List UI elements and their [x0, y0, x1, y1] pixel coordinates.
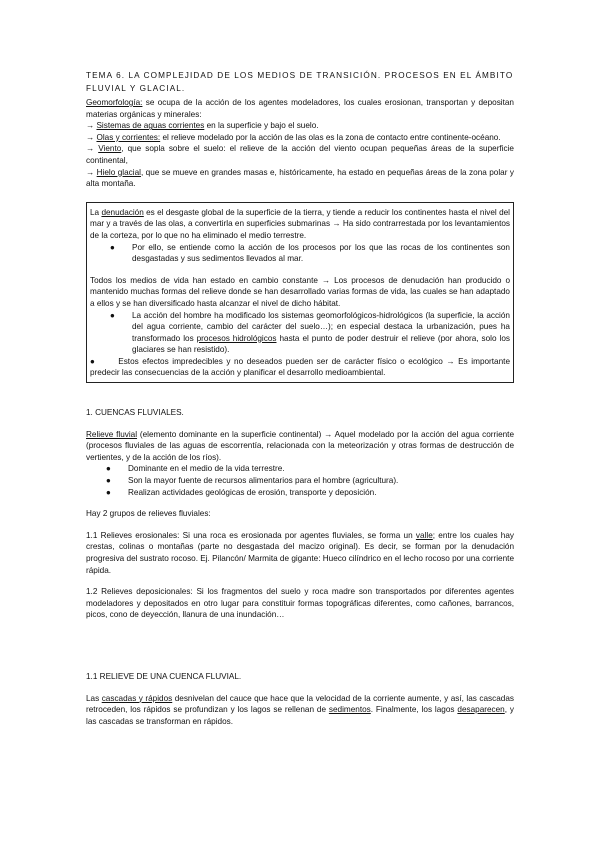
bullet-icon: ●: [110, 310, 115, 320]
medios-paragraph: Todos los medios de vida han estado en cambio constante → Los procesos de denudación han producido o mantenido muchas formas del relieve donde se han desarrollado varias formas de vida, las cuales se han adaptado a ellos y se han diversificado hasta alcanzar el nivel de dicho hábitat.: [90, 275, 510, 308]
spacer: [86, 621, 514, 671]
text-span: (elemento dominante en la superficie continental) → Aquel modelado por la acción del agua corriente (procesos fluviales de las aguas de escorrentía, relacionada con la meteorización y otras formas de destrucción de vertientes, y de la acción de los ríos).: [86, 429, 515, 462]
list-item: [90, 310, 510, 356]
agente-text: el relieve modelado por la acción de las olas es la zona de contacto entre continente-océano.: [160, 132, 501, 142]
cascadas-paragraph: [86, 693, 514, 728]
bullet-icon: ●: [106, 464, 111, 474]
agente-text: en la superficie y bajo el suelo.: [204, 121, 319, 131]
text-span: La: [90, 207, 102, 217]
spacer: [86, 576, 514, 586]
geomorfologia-paragraph: [86, 97, 514, 120]
denudacion-paragraph: [90, 207, 510, 242]
spacer: [86, 498, 514, 508]
text-span: ; entre los cuales hay crestas, colinas o montañas (parte no desgastada del macizo original). Es decir, se forman por la denudación progresiva del sustrato rocoso. Ej. Pilancón/ Marmita de gigante: Hueco cilíndrico en el lecho rocoso por una corriente rápida.: [86, 530, 515, 575]
arrow-icon: →: [86, 144, 99, 154]
text-span: 1.1 Relieves erosionales: Si una roca es erosionada por agentes fluviales, se forma un: [86, 530, 416, 540]
list-item: [86, 463, 514, 475]
page-title: TEMA 6. LA COMPLEJIDAD DE LOS MEDIOS DE TRANSICIÓN. PROCESOS EN EL ÁMBITO FLUVIAL Y GLACIAL.: [86, 71, 514, 93]
bullet-list: [90, 310, 510, 356]
agente-text: , que se mueve en grandes masas e, históricamente, ha estado en pequeñas áreas de la zona polar y alta montaña.: [86, 167, 514, 189]
agente-term: Olas y corrientes:: [96, 132, 161, 142]
list-item: [90, 242, 510, 265]
spacer: [90, 265, 510, 275]
denudacion-box: [86, 202, 514, 383]
agente-text: , que sopla sobre el suelo: el relieve de la acción del viento ocupan pequeñas áreas de la superficie continental,: [86, 144, 514, 165]
relieve-fluvial-term: Relieve fluvial: [86, 429, 138, 439]
denudacion-term: denudación: [101, 207, 144, 217]
arrow-icon: →: [86, 132, 97, 142]
bullet-icon: ●: [106, 476, 111, 486]
text-span: , y las cascadas se transforman en rápidos.: [86, 705, 514, 726]
text-span: . Finalmente, los lagos: [370, 705, 458, 715]
agente-item: [86, 120, 514, 132]
efectos-text: Estos efectos impredecibles y no deseados pueden ser de carácter físico o ecológico → Es importante predecir las consecuencias de la acción y planificar el desarrollo medioambiental.: [90, 356, 510, 378]
bullet-list: [86, 463, 514, 498]
valle-term: valle: [415, 530, 433, 540]
deposicionales-paragraph: 1.2 Relieves deposicionales: Si los fragmentos del suelo y roca madre son transportados por diferentes agentes modeladores y depositados en otro lugar para constituir formas topográficas diferentes, como cañones, barrancos, picos, cono de deyección, llanura de una inundación…: [86, 587, 514, 620]
grupos-paragraph: Hay 2 grupos de relieves fluviales:: [86, 509, 211, 519]
agente-term: Sistemas de aguas corrientes: [96, 121, 205, 131]
bullet-icon: ●: [110, 242, 115, 252]
sedimentos-term: sedimentos: [328, 705, 371, 715]
list-item-text: Realizan actividades geológicas de erosión, transporte y deposición.: [128, 487, 377, 497]
document-page: [86, 70, 514, 727]
agente-term: Hielo glacial: [96, 167, 141, 177]
spacer: [86, 419, 514, 429]
agente-term: Viento: [98, 144, 122, 154]
text-span: Las: [86, 693, 102, 703]
text-span: desnivelan del cauce que hace que la velocidad de la corriente aumente, y así, las cascadas retroceden, los rápidos se profundizan y los lagos se rellenan de: [86, 693, 514, 715]
list-item-text: Son la mayor fuente de recursos alimentarios para el hombre (agricultura).: [128, 476, 399, 486]
agente-item: [86, 132, 514, 144]
geomorfologia-text: se ocupa de la acción de los agentes modeladores, los cuales erosionan, transportan y depositan materias orgánicas y minerales:: [86, 98, 514, 119]
section-heading: 1.1 RELIEVE DE UNA CUENCA FLUVIAL.: [86, 671, 242, 681]
agente-item: [86, 143, 514, 166]
spacer: [86, 383, 514, 407]
erosionales-paragraph: [86, 530, 514, 576]
list-item-text: La acción del hombre ha modificado los sistemas geomorfológicos-hidrológicos (la superficie, la acción del agua corriente, cambio del carácter del suelo…); en especial destaca la urbanización, pues ha transformado los: [132, 310, 510, 343]
geomorfologia-term: Geomorfología:: [86, 98, 143, 107]
bullet-icon: ●: [90, 356, 97, 366]
list-item-text: hasta el punto de poder destruir el relieve (por ahora, solo los glaciares se han resistido).: [132, 333, 510, 355]
list-item-text: Dominante en el medio de la vida terrestre.: [128, 464, 285, 474]
list-item-text: Por ello, se entiende como la acción de los procesos por los que las rocas de los continentes son desgastadas y sus sedimentos llevados al mar.: [132, 242, 510, 264]
cascadas-term: cascadas y rápidos: [101, 693, 173, 703]
list-item: [86, 487, 514, 499]
efectos-paragraph: [90, 356, 510, 379]
bullet-icon: ●: [106, 487, 111, 497]
relieve-fluvial-paragraph: [86, 429, 514, 464]
list-item: [86, 475, 514, 487]
arrow-icon: →: [86, 167, 97, 177]
desaparecen-term: desaparecen: [457, 705, 505, 715]
spacer: [86, 520, 514, 530]
arrow-icon: →: [86, 121, 97, 131]
text-span: es el desgaste global de la superficie de la tierra, y tiende a reducir los continentes hasta el nivel del mar y a través de las olas, a convertirla en superficies submarinas → Ha sido contrarrestada por los levantamientos de la corteza, por lo que no ha eliminado el medio terrestre.: [90, 207, 511, 240]
spacer: [86, 683, 514, 693]
procesos-term: procesos hidrológicos: [196, 333, 277, 343]
bullet-list: [90, 242, 510, 265]
agente-item: [86, 167, 514, 190]
section-heading: 1. CUENCAS FLUVIALES.: [86, 408, 184, 418]
